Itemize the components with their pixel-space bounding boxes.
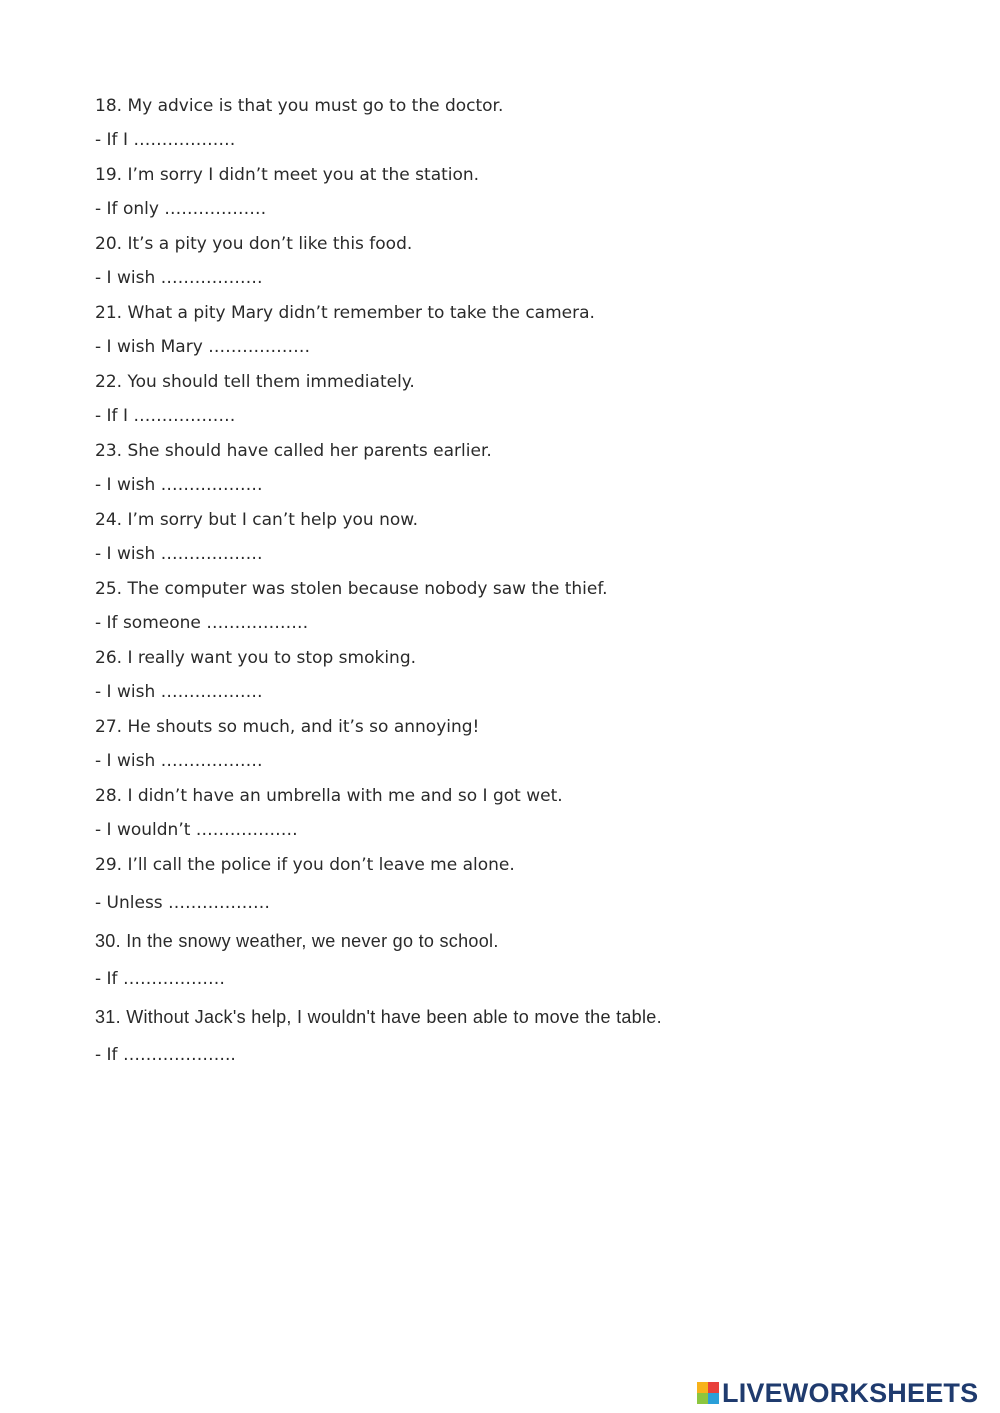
answer-prompt: - I wish ……………… xyxy=(95,268,263,288)
answer-prompt: - If I ……………… xyxy=(95,406,236,426)
logo-square-blue xyxy=(708,1393,719,1404)
answer-prompt: - I wish ……………… xyxy=(95,475,263,495)
question-text: 26. I really want you to stop smoking. xyxy=(95,648,417,668)
question-text: 23. She should have called her parents earlier. xyxy=(95,441,492,461)
question-text: 29. I’ll call the police if you don’t leave me alone. xyxy=(95,855,515,875)
answer-prompt: - I wish Mary ……………… xyxy=(95,337,311,357)
answer-prompt: - If I ……………… xyxy=(95,130,236,150)
answer-prompt: - If ……………… xyxy=(95,969,225,989)
exercise-item-20 xyxy=(95,232,955,290)
answer-prompt: - If ……………….. xyxy=(95,1045,236,1065)
question-text: 24. I’m sorry but I can’t help you now. xyxy=(95,510,418,530)
exercise-item-25 xyxy=(95,577,955,635)
liveworksheets-logo[interactable] xyxy=(697,1378,978,1408)
exercise-item-22 xyxy=(95,370,955,428)
logo-square-yellow xyxy=(697,1382,708,1393)
exercise-item-23 xyxy=(95,439,955,497)
exercise-item-19 xyxy=(95,163,955,221)
exercise-item-27 xyxy=(95,715,955,773)
question-text: 25. The computer was stolen because nobody saw the thief. xyxy=(95,579,608,599)
exercise-item-18 xyxy=(95,94,955,152)
question-text: 22. You should tell them immediately. xyxy=(95,372,415,392)
answer-prompt: - Unless ……………… xyxy=(95,893,271,913)
answer-prompt: - I wouldn’t ……………… xyxy=(95,820,298,840)
answer-prompt: - I wish ……………… xyxy=(95,682,263,702)
exercise-item-21 xyxy=(95,301,955,359)
answer-prompt: - If only ……………… xyxy=(95,199,267,219)
logo-wordmark: LIVEWORKSHEETS xyxy=(722,1377,979,1408)
exercise-item-30 xyxy=(95,929,955,991)
question-text: 21. What a pity Mary didn’t remember to take the camera. xyxy=(95,303,595,323)
answer-prompt: - I wish ……………… xyxy=(95,544,263,564)
exercise-item-26 xyxy=(95,646,955,704)
logo-square-red xyxy=(708,1382,719,1393)
exercise-item-31 xyxy=(95,1005,955,1067)
logo-square-green xyxy=(697,1393,708,1404)
exercise-item-24 xyxy=(95,508,955,566)
question-text: 27. He shouts so much, and it’s so annoying! xyxy=(95,717,480,737)
liveworksheets-logo-icon xyxy=(697,1382,719,1404)
question-text: 30. In the snowy weather, we never go to school. xyxy=(95,931,499,951)
question-text: 19. I’m sorry I didn’t meet you at the station. xyxy=(95,165,480,185)
exercise-item-29 xyxy=(95,853,955,915)
question-text: 18. My advice is that you must go to the doctor. xyxy=(95,96,504,116)
exercise-item-28 xyxy=(95,784,955,842)
answer-prompt: - I wish ……………… xyxy=(95,751,263,771)
exercise-list xyxy=(95,94,955,1078)
answer-prompt: - If someone ……………… xyxy=(95,613,309,633)
question-text: 28. I didn’t have an umbrella with me and so I got wet. xyxy=(95,786,563,806)
question-text: 20. It’s a pity you don’t like this food. xyxy=(95,234,413,254)
question-text: 31. Without Jack's help, I wouldn't have been able to move the table. xyxy=(95,1007,662,1027)
